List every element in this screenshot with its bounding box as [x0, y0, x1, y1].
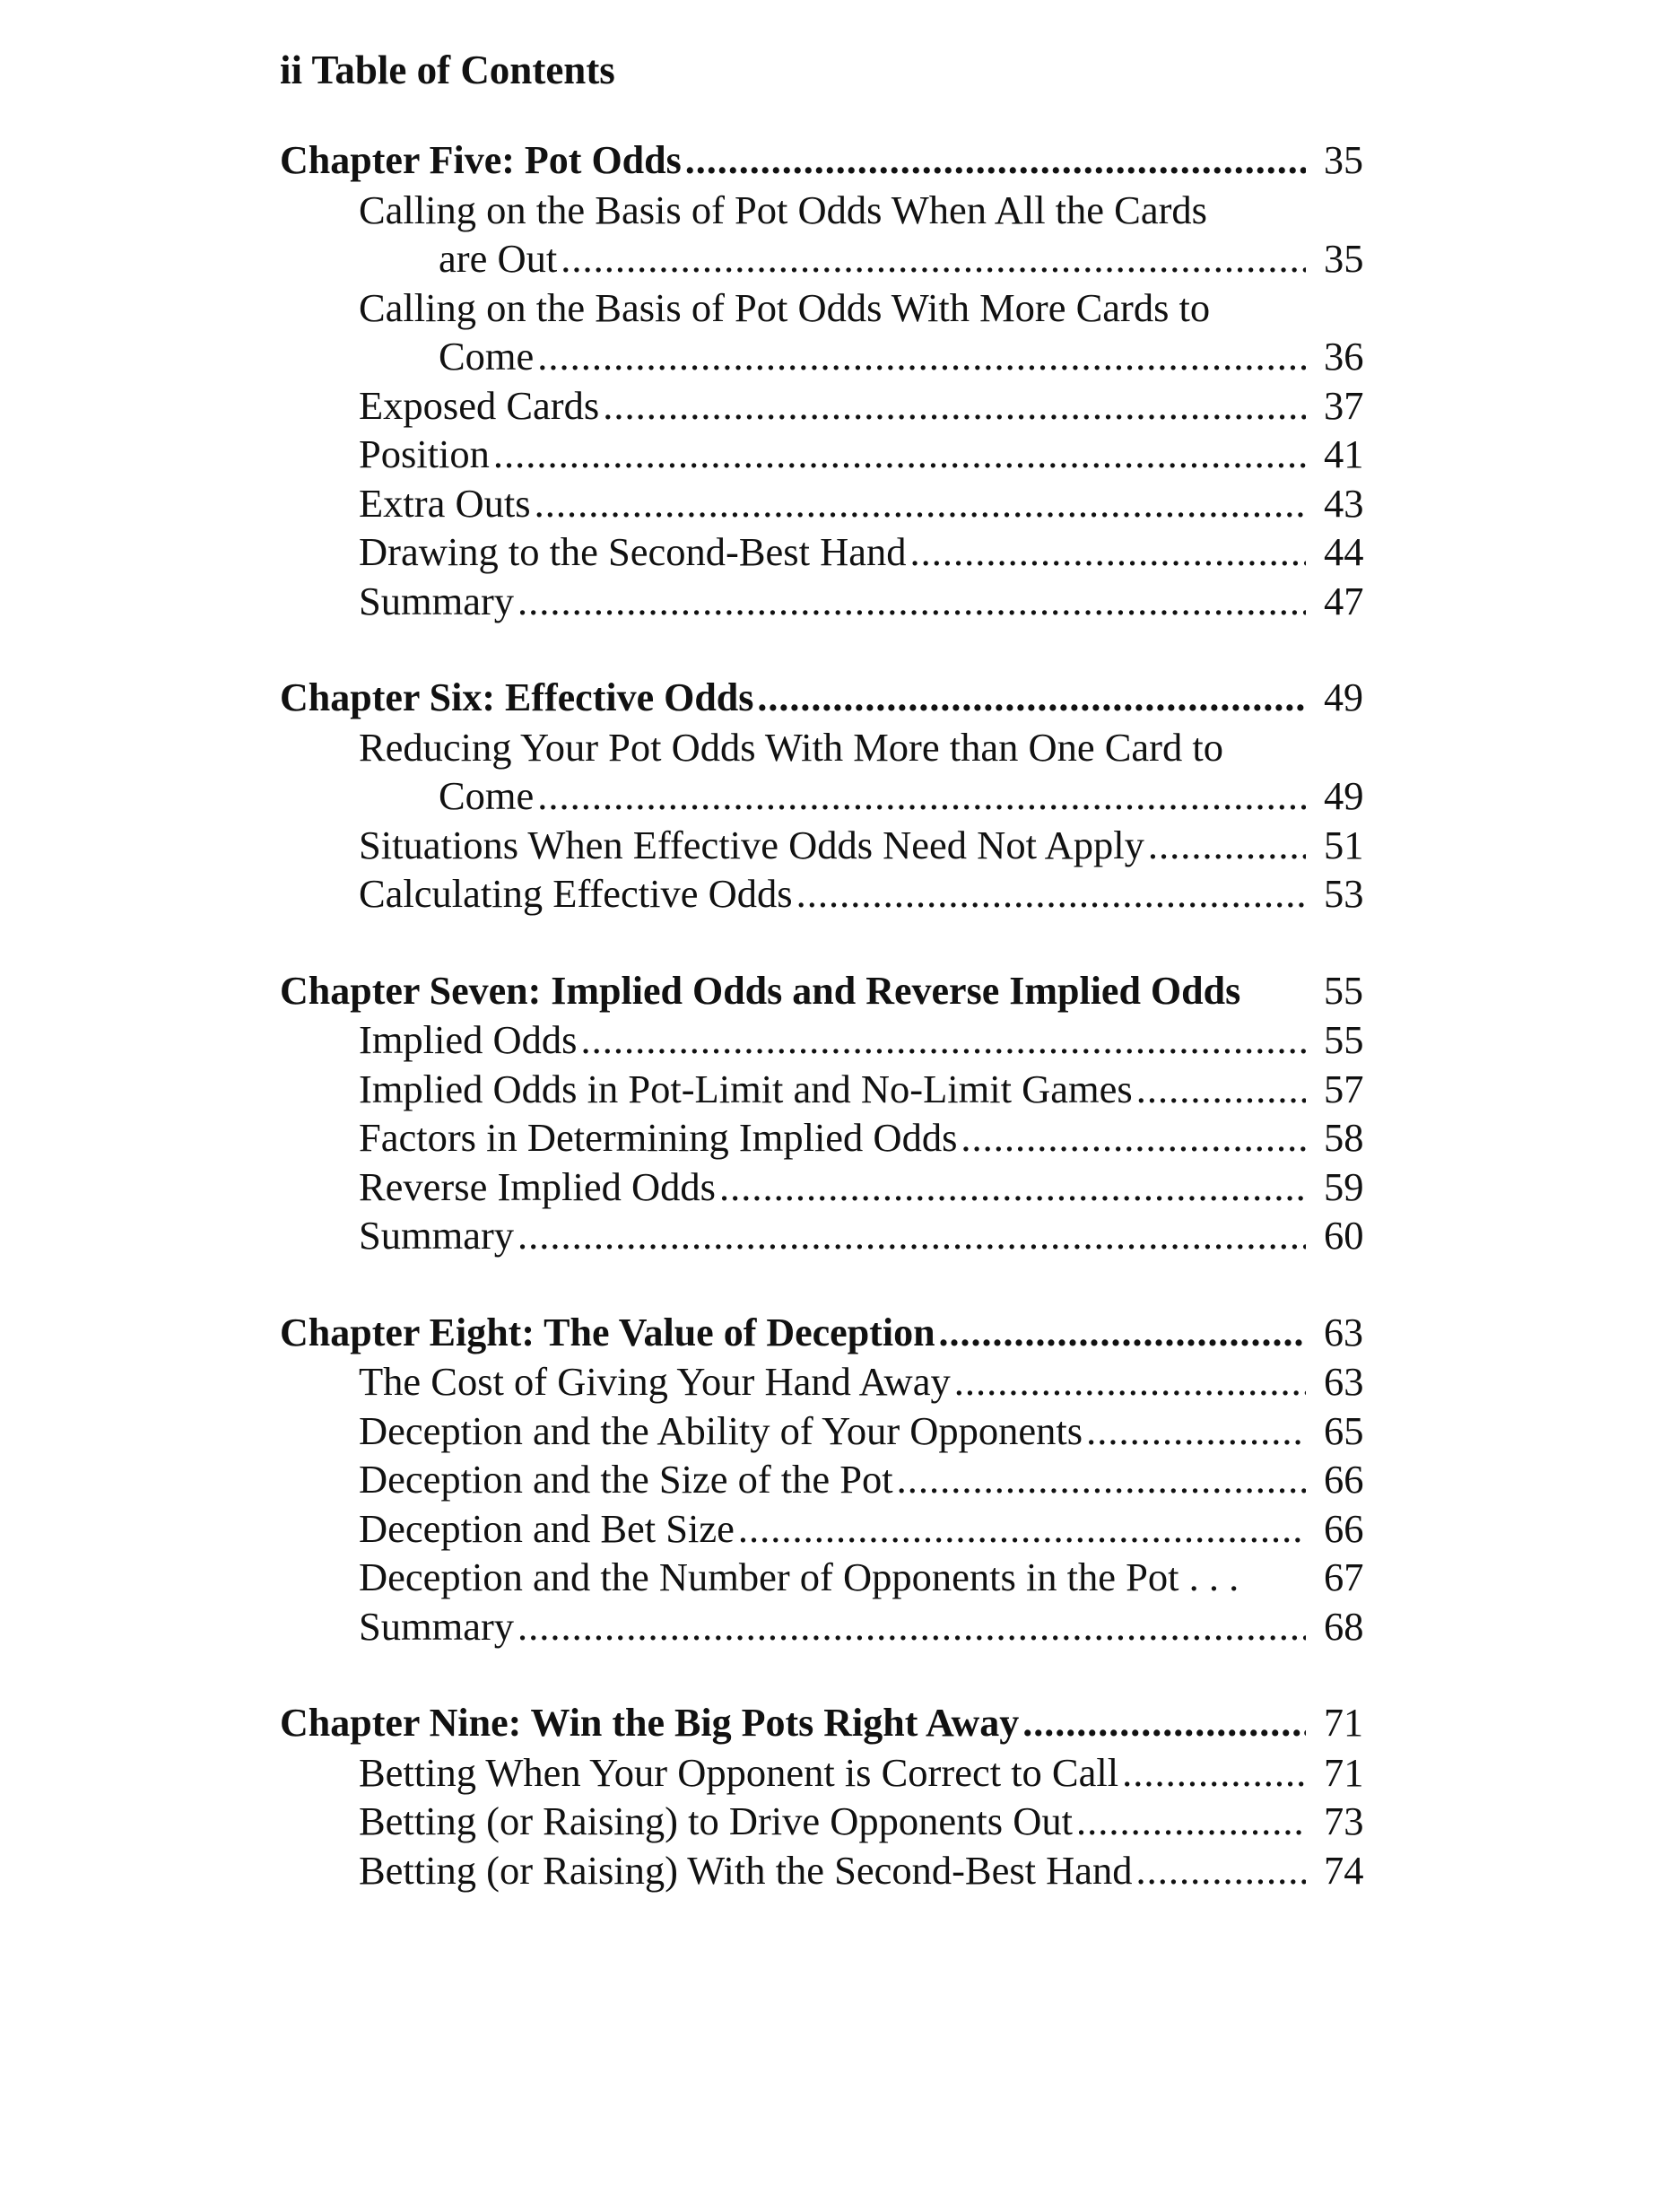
toc-entry: [280, 771, 1376, 821]
page-number: 55: [1324, 968, 1363, 1013]
entry-title: Extra Outs: [359, 480, 531, 526]
chapter-eight: [280, 1309, 1376, 1651]
page-number: 41: [1324, 431, 1364, 476]
chapter-nine: [280, 1699, 1376, 1894]
page-header: ii Table of Contents: [280, 48, 615, 92]
dot-leader: [537, 771, 1306, 821]
entry-title: Implied Odds in Pot-Limit and No-Limit Games: [359, 1066, 1133, 1111]
page-number: 35: [1324, 236, 1364, 281]
entry-title: Deception and the Size of the Pot: [359, 1457, 893, 1502]
dot-leader: [518, 1602, 1306, 1651]
dot-leader: [897, 1455, 1306, 1504]
entry-title: Calling on the Basis of Pot Odds When All the Cards: [359, 187, 1207, 232]
chapter-title: Chapter Eight: The Value of Deception: [280, 1310, 935, 1354]
dot-leader: [939, 1309, 1306, 1358]
toc-entry: [280, 1504, 1376, 1554]
page-number: 59: [1324, 1163, 1364, 1209]
page-number: 73: [1324, 1798, 1364, 1843]
page-number: 63: [1324, 1310, 1363, 1354]
dot-leader: [493, 430, 1306, 479]
page-number: 60: [1324, 1213, 1364, 1258]
toc-entry: [280, 1602, 1376, 1651]
dot-leader: [1136, 1846, 1306, 1895]
entry-title: Summary: [359, 1603, 515, 1649]
chapter-five: [280, 136, 1376, 625]
page-number: 57: [1324, 1066, 1364, 1111]
page-number: 74: [1324, 1847, 1364, 1893]
toc-entry: [280, 1015, 1376, 1065]
entry-title-continued: are Out: [439, 236, 558, 281]
chapter-heading: [280, 1699, 1376, 1748]
chapter-heading: [280, 136, 1376, 186]
page-number: 66: [1324, 1505, 1364, 1551]
page-number: 71: [1324, 1749, 1364, 1795]
page-number: 55: [1324, 1017, 1364, 1062]
toc-entry: [280, 479, 1376, 528]
entry-title: Reverse Implied Odds: [359, 1163, 716, 1209]
short-leader: . . .: [1179, 1554, 1239, 1599]
entry-title: Deception and the Ability of Your Opponents: [359, 1407, 1083, 1453]
toc-entry: [280, 869, 1376, 919]
dot-leader: [1086, 1406, 1306, 1456]
dot-leader: [910, 527, 1306, 577]
entry-title: Betting When Your Opponent is Correct to Call: [359, 1749, 1119, 1795]
entry-title: Deception and the Number of Opponents in the Pot: [359, 1554, 1179, 1599]
toc-entry: [280, 527, 1376, 577]
entry-title: Calling on the Basis of Pot Odds With More Cards to: [359, 284, 1211, 330]
entry-title: Betting (or Raising) With the Second-Best Hand: [359, 1847, 1133, 1893]
page-number: 65: [1324, 1407, 1364, 1453]
page-number: 43: [1324, 480, 1364, 526]
toc-entry: [280, 577, 1376, 626]
entry-title-continued: Come: [439, 773, 535, 818]
page-number: 35: [1324, 138, 1363, 182]
entry-title: Exposed Cards: [359, 382, 600, 428]
chapter-title: Chapter Five: Pot Odds: [280, 138, 682, 182]
toc-entry: [280, 1797, 1376, 1846]
page-number: 66: [1324, 1457, 1364, 1502]
toc-entry: [280, 430, 1376, 479]
entry-title: Betting (or Raising) to Drive Opponents Out: [359, 1798, 1073, 1843]
page-number: 44: [1324, 529, 1364, 574]
page-number: 36: [1324, 334, 1364, 379]
entry-title: Reducing Your Pot Odds With More than One Card to: [359, 724, 1223, 770]
page-number: 71: [1324, 1701, 1363, 1745]
chapter-heading: [280, 1309, 1376, 1358]
dot-leader: [537, 332, 1306, 381]
chapter-heading: [280, 967, 1376, 1016]
toc-entry: [280, 1748, 1376, 1798]
entry-title: The Cost of Giving Your Hand Away: [359, 1359, 951, 1404]
page-number: 49: [1324, 675, 1363, 719]
dot-leader: [603, 381, 1306, 431]
page-number: 58: [1324, 1115, 1364, 1160]
toc-entry-line: [280, 723, 1376, 772]
dot-leader: [738, 1504, 1306, 1554]
toc-entry-line: [280, 283, 1376, 333]
entry-title: Calculating Effective Odds: [359, 871, 793, 916]
chapter-title: Chapter Nine: Win the Big Pots Right Away: [280, 1701, 1020, 1745]
dot-leader: [961, 1113, 1306, 1163]
dot-leader: [685, 136, 1306, 186]
page-number: 37: [1324, 382, 1364, 428]
toc-entry: [280, 234, 1376, 283]
toc-entry: [280, 1455, 1376, 1504]
dot-leader: [1022, 1699, 1306, 1748]
entry-title: Implied Odds: [359, 1017, 578, 1062]
toc-entry: [280, 1211, 1376, 1260]
entry-title: Deception and Bet Size: [359, 1505, 735, 1551]
chapter-heading: [280, 674, 1376, 723]
page-number: 51: [1324, 822, 1364, 867]
page-number: 53: [1324, 871, 1364, 916]
page-number: 68: [1324, 1603, 1364, 1649]
toc-entry: [280, 1406, 1376, 1456]
chapter-seven: [280, 967, 1376, 1260]
entry-title: Summary: [359, 1213, 515, 1258]
dot-leader: [954, 1357, 1306, 1406]
chapter-title: Chapter Seven: Implied Odds and Reverse Implied Odds: [280, 968, 1241, 1013]
dot-leader: [1122, 1748, 1306, 1798]
toc-entry: [280, 1357, 1376, 1406]
table-of-contents: [280, 136, 1376, 1943]
dot-leader: [561, 234, 1306, 283]
toc-entry: [280, 1846, 1376, 1895]
dot-leader: [719, 1163, 1306, 1212]
entry-title: Summary: [359, 578, 515, 623]
dot-leader: [581, 1015, 1307, 1065]
dot-leader: [757, 674, 1306, 723]
entry-title: Position: [359, 431, 490, 476]
dot-leader: [518, 1211, 1306, 1260]
entry-title: Situations When Effective Odds Need Not Apply: [359, 822, 1144, 867]
page-number: 47: [1324, 578, 1364, 623]
page-number: 67: [1324, 1554, 1364, 1599]
chapter-title: Chapter Six: Effective Odds: [280, 675, 754, 719]
page-number: 63: [1324, 1359, 1364, 1404]
toc-entry: [280, 381, 1376, 431]
toc-entry: [280, 1163, 1376, 1212]
dot-leader: [518, 577, 1306, 626]
toc-entry: [280, 332, 1376, 381]
toc-entry: [280, 821, 1376, 870]
toc-entry-line: [280, 186, 1376, 235]
entry-title-continued: Come: [439, 334, 535, 379]
chapter-six: [280, 674, 1376, 919]
dot-leader: [796, 869, 1306, 919]
toc-entry: [280, 1065, 1376, 1114]
entry-title: Factors in Determining Implied Odds: [359, 1115, 958, 1160]
toc-entry: [280, 1113, 1376, 1163]
entry-title: Drawing to the Second-Best Hand: [359, 529, 907, 574]
page-number: 49: [1324, 773, 1364, 818]
dot-leader: [1148, 821, 1306, 870]
toc-entry: [280, 1553, 1376, 1602]
dot-leader: [1136, 1065, 1306, 1114]
dot-leader: [1076, 1797, 1306, 1846]
dot-leader: [535, 479, 1306, 528]
